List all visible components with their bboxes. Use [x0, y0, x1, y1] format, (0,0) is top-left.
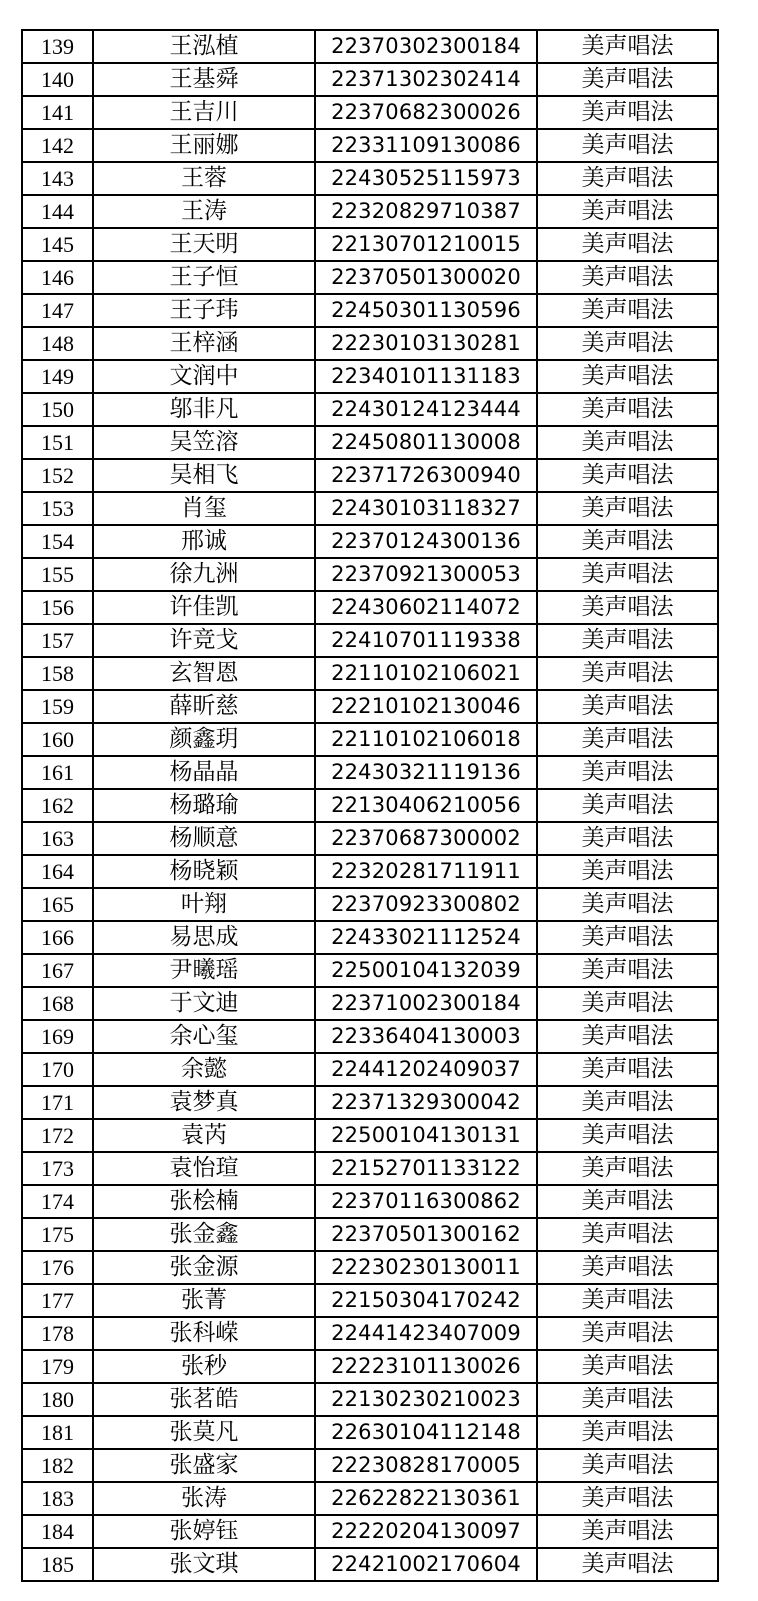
table-row	[22, 459, 718, 492]
row-number-cell: 178	[22, 1317, 93, 1350]
major-cell: 美声唱法	[537, 525, 718, 558]
student-name-cell: 张文琪	[93, 1548, 315, 1581]
row-number-cell: 177	[22, 1284, 93, 1317]
student-name-cell: 于文迪	[93, 987, 315, 1020]
exam-id-cell: 22370921300053	[315, 558, 537, 591]
major-cell: 美声唱法	[537, 1482, 718, 1515]
exam-id-cell: 22370682300026	[315, 96, 537, 129]
student-name-cell: 王天明	[93, 228, 315, 261]
student-name-cell: 张茗皓	[93, 1383, 315, 1416]
major-cell: 美声唱法	[537, 294, 718, 327]
row-number-cell: 145	[22, 228, 93, 261]
exam-id-cell: 22450301130596	[315, 294, 537, 327]
student-name-cell: 王蓉	[93, 162, 315, 195]
exam-id-cell: 22500104130131	[315, 1119, 537, 1152]
exam-id-cell: 22430602114072	[315, 591, 537, 624]
table-row	[22, 1350, 718, 1383]
candidate-table-body	[22, 30, 718, 1581]
major-cell: 美声唱法	[537, 888, 718, 921]
row-number-cell: 143	[22, 162, 93, 195]
major-cell: 美声唱法	[537, 1515, 718, 1548]
row-number-cell: 158	[22, 657, 93, 690]
table-row	[22, 360, 718, 393]
major-cell: 美声唱法	[537, 954, 718, 987]
row-number-cell: 183	[22, 1482, 93, 1515]
student-name-cell: 杨晶晶	[93, 756, 315, 789]
major-cell: 美声唱法	[537, 1185, 718, 1218]
major-cell: 美声唱法	[537, 1548, 718, 1581]
row-number-cell: 166	[22, 921, 93, 954]
row-number-cell: 157	[22, 624, 93, 657]
table-row	[22, 1086, 718, 1119]
student-name-cell: 张盛家	[93, 1449, 315, 1482]
exam-id-cell: 22220204130097	[315, 1515, 537, 1548]
exam-id-cell: 22630104112148	[315, 1416, 537, 1449]
student-name-cell: 张科嵘	[93, 1317, 315, 1350]
major-cell: 美声唱法	[537, 1416, 718, 1449]
student-name-cell: 叶翔	[93, 888, 315, 921]
major-cell: 美声唱法	[537, 195, 718, 228]
table-row	[22, 624, 718, 657]
row-number-cell: 180	[22, 1383, 93, 1416]
student-name-cell: 玄智恩	[93, 657, 315, 690]
major-cell: 美声唱法	[537, 1053, 718, 1086]
table-row	[22, 1548, 718, 1581]
major-cell: 美声唱法	[537, 96, 718, 129]
row-number-cell: 182	[22, 1449, 93, 1482]
row-number-cell: 139	[22, 30, 93, 63]
exam-id-cell: 22320829710387	[315, 195, 537, 228]
exam-id-cell: 22370501300020	[315, 261, 537, 294]
major-cell: 美声唱法	[537, 1119, 718, 1152]
table-row	[22, 294, 718, 327]
table-row	[22, 30, 718, 63]
exam-id-cell: 22430103118327	[315, 492, 537, 525]
row-number-cell: 184	[22, 1515, 93, 1548]
exam-id-cell: 22430321119136	[315, 756, 537, 789]
row-number-cell: 142	[22, 129, 93, 162]
student-name-cell: 王梓涵	[93, 327, 315, 360]
row-number-cell: 181	[22, 1416, 93, 1449]
row-number-cell: 156	[22, 591, 93, 624]
exam-id-cell: 22210102130046	[315, 690, 537, 723]
major-cell: 美声唱法	[537, 1350, 718, 1383]
exam-id-cell: 22421002170604	[315, 1548, 537, 1581]
major-cell: 美声唱法	[537, 723, 718, 756]
exam-id-cell: 22230230130011	[315, 1251, 537, 1284]
table-row	[22, 63, 718, 96]
table-row	[22, 954, 718, 987]
student-name-cell: 张莫凡	[93, 1416, 315, 1449]
exam-id-cell: 22223101130026	[315, 1350, 537, 1383]
exam-id-cell: 22371302302414	[315, 63, 537, 96]
student-name-cell: 袁怡瑄	[93, 1152, 315, 1185]
table-row	[22, 1119, 718, 1152]
table-row	[22, 492, 718, 525]
row-number-cell: 175	[22, 1218, 93, 1251]
table-row	[22, 657, 718, 690]
student-name-cell: 王吉川	[93, 96, 315, 129]
exam-id-cell: 22410701119338	[315, 624, 537, 657]
major-cell: 美声唱法	[537, 855, 718, 888]
major-cell: 美声唱法	[537, 1086, 718, 1119]
major-cell: 美声唱法	[537, 1152, 718, 1185]
major-cell: 美声唱法	[537, 327, 718, 360]
row-number-cell: 169	[22, 1020, 93, 1053]
table-row	[22, 558, 718, 591]
exam-id-cell: 22450801130008	[315, 426, 537, 459]
exam-id-cell: 22370923300802	[315, 888, 537, 921]
table-row	[22, 1416, 718, 1449]
student-name-cell: 王子恒	[93, 261, 315, 294]
table-row	[22, 129, 718, 162]
student-name-cell: 王丽娜	[93, 129, 315, 162]
exam-id-cell: 22441423407009	[315, 1317, 537, 1350]
table-row	[22, 1218, 718, 1251]
table-row	[22, 987, 718, 1020]
exam-id-cell: 22320281711911	[315, 855, 537, 888]
student-name-cell: 杨璐瑜	[93, 789, 315, 822]
table-row	[22, 1053, 718, 1086]
major-cell: 美声唱法	[537, 822, 718, 855]
student-name-cell: 王子玮	[93, 294, 315, 327]
table-row	[22, 228, 718, 261]
student-name-cell: 张秒	[93, 1350, 315, 1383]
student-name-cell: 余心玺	[93, 1020, 315, 1053]
major-cell: 美声唱法	[537, 1317, 718, 1350]
row-number-cell: 141	[22, 96, 93, 129]
table-row	[22, 1482, 718, 1515]
major-cell: 美声唱法	[537, 393, 718, 426]
exam-id-cell: 22130406210056	[315, 789, 537, 822]
exam-id-cell: 22500104132039	[315, 954, 537, 987]
exam-id-cell: 22150304170242	[315, 1284, 537, 1317]
exam-id-cell: 22430525115973	[315, 162, 537, 195]
table-row	[22, 690, 718, 723]
student-name-cell: 杨晓颖	[93, 855, 315, 888]
major-cell: 美声唱法	[537, 921, 718, 954]
major-cell: 美声唱法	[537, 63, 718, 96]
row-number-cell: 179	[22, 1350, 93, 1383]
table-row	[22, 1515, 718, 1548]
table-row	[22, 1020, 718, 1053]
exam-id-cell: 22336404130003	[315, 1020, 537, 1053]
student-name-cell: 张菁	[93, 1284, 315, 1317]
student-name-cell: 杨顺意	[93, 822, 315, 855]
student-name-cell: 张金鑫	[93, 1218, 315, 1251]
exam-id-cell: 22370687300002	[315, 822, 537, 855]
student-name-cell: 邬非凡	[93, 393, 315, 426]
major-cell: 美声唱法	[537, 1449, 718, 1482]
exam-id-cell: 22331109130086	[315, 129, 537, 162]
table-row	[22, 1383, 718, 1416]
table-row	[22, 426, 718, 459]
major-cell: 美声唱法	[537, 30, 718, 63]
exam-id-cell: 22622822130361	[315, 1482, 537, 1515]
major-cell: 美声唱法	[537, 1020, 718, 1053]
row-number-cell: 168	[22, 987, 93, 1020]
table-row	[22, 1152, 718, 1185]
row-number-cell: 172	[22, 1119, 93, 1152]
student-name-cell: 张涛	[93, 1482, 315, 1515]
table-row	[22, 1251, 718, 1284]
row-number-cell: 160	[22, 723, 93, 756]
student-name-cell: 王泓植	[93, 30, 315, 63]
row-number-cell: 170	[22, 1053, 93, 1086]
table-row	[22, 261, 718, 294]
major-cell: 美声唱法	[537, 228, 718, 261]
table-row	[22, 855, 718, 888]
exam-id-cell: 22130230210023	[315, 1383, 537, 1416]
major-cell: 美声唱法	[537, 261, 718, 294]
row-number-cell: 165	[22, 888, 93, 921]
student-name-cell: 张金源	[93, 1251, 315, 1284]
table-row	[22, 888, 718, 921]
major-cell: 美声唱法	[537, 657, 718, 690]
row-number-cell: 174	[22, 1185, 93, 1218]
exam-id-cell: 22430124123444	[315, 393, 537, 426]
major-cell: 美声唱法	[537, 129, 718, 162]
student-name-cell: 王涛	[93, 195, 315, 228]
row-number-cell: 167	[22, 954, 93, 987]
student-name-cell: 袁梦真	[93, 1086, 315, 1119]
row-number-cell: 144	[22, 195, 93, 228]
row-number-cell: 185	[22, 1548, 93, 1581]
exam-id-cell: 22370124300136	[315, 525, 537, 558]
row-number-cell: 155	[22, 558, 93, 591]
student-name-cell: 吴笠溶	[93, 426, 315, 459]
exam-id-cell: 22110102106018	[315, 723, 537, 756]
row-number-cell: 151	[22, 426, 93, 459]
row-number-cell: 154	[22, 525, 93, 558]
exam-id-cell: 22230103130281	[315, 327, 537, 360]
row-number-cell: 164	[22, 855, 93, 888]
student-name-cell: 余懿	[93, 1053, 315, 1086]
row-number-cell: 152	[22, 459, 93, 492]
exam-id-cell: 22130701210015	[315, 228, 537, 261]
major-cell: 美声唱法	[537, 690, 718, 723]
exam-id-cell: 22433021112524	[315, 921, 537, 954]
student-name-cell: 薛昕慈	[93, 690, 315, 723]
exam-id-cell: 22110102106021	[315, 657, 537, 690]
table-row	[22, 723, 718, 756]
table-row	[22, 195, 718, 228]
row-number-cell: 163	[22, 822, 93, 855]
table-row	[22, 1185, 718, 1218]
row-number-cell: 140	[22, 63, 93, 96]
row-number-cell: 162	[22, 789, 93, 822]
student-name-cell: 邢诚	[93, 525, 315, 558]
exam-id-cell: 22152701133122	[315, 1152, 537, 1185]
row-number-cell: 150	[22, 393, 93, 426]
major-cell: 美声唱法	[537, 162, 718, 195]
table-row	[22, 822, 718, 855]
major-cell: 美声唱法	[537, 1284, 718, 1317]
student-name-cell: 文润中	[93, 360, 315, 393]
row-number-cell: 153	[22, 492, 93, 525]
table-row	[22, 789, 718, 822]
exam-id-cell: 22370116300862	[315, 1185, 537, 1218]
student-name-cell: 徐九洲	[93, 558, 315, 591]
exam-id-cell: 22371329300042	[315, 1086, 537, 1119]
row-number-cell: 146	[22, 261, 93, 294]
major-cell: 美声唱法	[537, 789, 718, 822]
major-cell: 美声唱法	[537, 624, 718, 657]
major-cell: 美声唱法	[537, 1383, 718, 1416]
table-row	[22, 327, 718, 360]
table-row	[22, 393, 718, 426]
table-row	[22, 921, 718, 954]
major-cell: 美声唱法	[537, 492, 718, 525]
exam-id-cell: 22370302300184	[315, 30, 537, 63]
exam-id-cell: 22230828170005	[315, 1449, 537, 1482]
row-number-cell: 147	[22, 294, 93, 327]
exam-id-cell: 22370501300162	[315, 1218, 537, 1251]
student-name-cell: 易思成	[93, 921, 315, 954]
row-number-cell: 148	[22, 327, 93, 360]
student-name-cell: 肖玺	[93, 492, 315, 525]
major-cell: 美声唱法	[537, 756, 718, 789]
major-cell: 美声唱法	[537, 591, 718, 624]
major-cell: 美声唱法	[537, 1218, 718, 1251]
major-cell: 美声唱法	[537, 426, 718, 459]
exam-id-cell: 22371002300184	[315, 987, 537, 1020]
student-name-cell: 许竞戈	[93, 624, 315, 657]
candidate-table	[21, 29, 719, 1582]
table-row	[22, 1449, 718, 1482]
student-name-cell: 颜鑫玥	[93, 723, 315, 756]
table-row	[22, 756, 718, 789]
student-name-cell: 袁芮	[93, 1119, 315, 1152]
table-row	[22, 591, 718, 624]
student-name-cell: 许佳凯	[93, 591, 315, 624]
row-number-cell: 171	[22, 1086, 93, 1119]
row-number-cell: 149	[22, 360, 93, 393]
row-number-cell: 173	[22, 1152, 93, 1185]
exam-id-cell: 22340101131183	[315, 360, 537, 393]
table-row	[22, 1284, 718, 1317]
major-cell: 美声唱法	[537, 1251, 718, 1284]
exam-id-cell: 22371726300940	[315, 459, 537, 492]
student-name-cell: 张桧楠	[93, 1185, 315, 1218]
exam-id-cell: 22441202409037	[315, 1053, 537, 1086]
student-name-cell: 张婷钰	[93, 1515, 315, 1548]
student-name-cell: 王基舜	[93, 63, 315, 96]
row-number-cell: 159	[22, 690, 93, 723]
major-cell: 美声唱法	[537, 459, 718, 492]
table-row	[22, 96, 718, 129]
table-row	[22, 1317, 718, 1350]
student-name-cell: 吴相飞	[93, 459, 315, 492]
table-row	[22, 525, 718, 558]
major-cell: 美声唱法	[537, 987, 718, 1020]
student-name-cell: 尹曦瑶	[93, 954, 315, 987]
table-row	[22, 162, 718, 195]
row-number-cell: 176	[22, 1251, 93, 1284]
major-cell: 美声唱法	[537, 360, 718, 393]
row-number-cell: 161	[22, 756, 93, 789]
major-cell: 美声唱法	[537, 558, 718, 591]
